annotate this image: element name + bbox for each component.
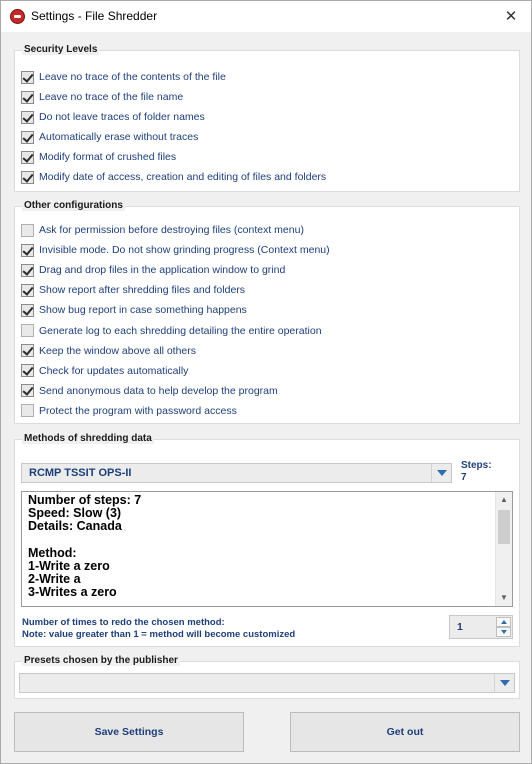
presets-group: [14, 655, 520, 699]
other-config-checkbox-7[interactable]: [21, 344, 34, 357]
scroll-down-icon[interactable]: ▼: [500, 593, 508, 602]
other-config-checkbox-10[interactable]: [21, 404, 34, 417]
method-details-line: [28, 534, 141, 547]
other-config-option-8[interactable]: [21, 363, 188, 379]
other-config-checkbox-9[interactable]: [21, 384, 34, 397]
other-config-option-7[interactable]: [21, 343, 196, 359]
security-option-label: Do not leave traces of folder names: [39, 111, 205, 123]
other-config-option-label: Send anonymous data to help develop the program: [39, 384, 278, 397]
steps-label: Steps:: [461, 460, 492, 471]
other-configurations-title: Other configurations: [24, 200, 123, 211]
security-option-4[interactable]: [21, 129, 198, 145]
security-levels-title: Security Levels: [24, 44, 98, 55]
other-config-checkbox-6[interactable]: [21, 324, 34, 337]
other-config-option-3[interactable]: [21, 262, 285, 278]
stepper-down-icon[interactable]: [496, 627, 511, 637]
presets-title: Presets chosen by the publisher: [24, 655, 178, 666]
other-config-checkbox-2[interactable]: [21, 244, 34, 257]
other-configurations-group: [14, 200, 520, 424]
scroll-up-icon[interactable]: ▲: [500, 495, 508, 504]
redo-note-line2: Note: value greater than 1 = method will become customized: [22, 629, 296, 640]
other-config-checkbox-1[interactable]: [21, 224, 34, 237]
methods-title: Methods of shredding data: [24, 433, 152, 444]
close-button[interactable]: ✕: [504, 8, 518, 25]
methods-group: [14, 433, 520, 647]
save-settings-button[interactable]: Save Settings: [14, 712, 244, 752]
method-details-line: Details: Canada: [28, 519, 122, 534]
other-config-option-label: Ask for permission before destroying files (context menu): [39, 224, 304, 236]
other-config-checkbox-4[interactable]: [21, 284, 34, 297]
security-option-label: Leave no trace of the contents of the file: [39, 71, 226, 83]
window-title: Settings - File Shredder: [31, 9, 158, 23]
other-config-option-label: Show bug report in case something happens: [39, 304, 247, 317]
chevron-down-icon[interactable]: [431, 464, 451, 482]
security-checkbox-5[interactable]: [21, 151, 34, 164]
other-config-option-label: Check for updates automatically: [39, 364, 189, 377]
other-config-option-10[interactable]: [21, 403, 237, 419]
security-option-5[interactable]: [21, 149, 176, 165]
security-checkbox-4[interactable]: [21, 131, 34, 144]
stepper-up-icon[interactable]: [496, 617, 511, 627]
scrollbar-thumb[interactable]: [498, 510, 510, 544]
redo-note: [22, 617, 295, 641]
method-select-value: RCMP TSSIT OPS-II: [29, 467, 132, 479]
security-checkbox-1[interactable]: [21, 71, 34, 84]
get-out-button[interactable]: Get out: [290, 712, 520, 752]
other-config-option-label: Drag and drop files in the application window to grind: [39, 264, 286, 277]
redo-count-stepper[interactable]: [449, 615, 513, 639]
redo-note-line1: Number of times to redo the chosen method:: [22, 617, 225, 628]
chevron-down-icon[interactable]: [494, 674, 514, 692]
method-details-line: Speed: Slow (3): [28, 506, 122, 521]
security-option-label: Automatically erase without traces: [39, 131, 199, 143]
security-option-3[interactable]: [21, 109, 205, 125]
other-config-option-6[interactable]: [21, 323, 322, 339]
security-checkbox-3[interactable]: [21, 111, 34, 124]
security-option-label: Modify format of crushed files: [39, 151, 177, 163]
title-bar: [1, 1, 531, 32]
other-config-checkbox-8[interactable]: [21, 364, 34, 377]
security-option-2[interactable]: [21, 89, 183, 105]
security-option-label: Modify date of access, creation and editing of files and folders: [39, 171, 327, 183]
security-checkbox-2[interactable]: [21, 91, 34, 104]
other-config-option-5[interactable]: [21, 302, 247, 318]
presets-select[interactable]: [19, 673, 515, 693]
method-details-line: Method:: [28, 545, 77, 560]
redo-count-value: 1: [457, 621, 463, 633]
steps-value: 7: [461, 472, 467, 483]
security-option-6[interactable]: [21, 169, 326, 185]
other-config-option-2[interactable]: [21, 242, 330, 258]
other-config-checkbox-5[interactable]: [21, 304, 34, 317]
details-scrollbar[interactable]: [495, 492, 512, 606]
method-details-line: Number of steps: 7: [28, 493, 142, 507]
other-config-option-label: Show report after shredding files and folders: [39, 284, 246, 297]
other-config-option-label: Generate log to each shredding detailing the entire operation: [39, 324, 322, 337]
method-details-line: 3-Writes a zero: [28, 585, 117, 600]
method-details-text: [28, 494, 141, 600]
other-config-option-1[interactable]: [21, 222, 304, 238]
shredder-app-icon: [10, 9, 25, 24]
steps-caption: [461, 460, 492, 484]
security-checkbox-6[interactable]: [21, 171, 34, 184]
other-config-option-label: Invisible mode. Do not show grinding progress (Context menu): [39, 244, 330, 257]
method-details-line: 2-Write a: [28, 572, 81, 587]
other-config-checkbox-3[interactable]: [21, 264, 34, 277]
other-config-option-4[interactable]: [21, 282, 245, 298]
security-levels-group: [14, 44, 520, 192]
method-details-textarea[interactable]: [21, 491, 513, 607]
security-option-1[interactable]: [21, 69, 226, 85]
method-details-line: 1-Write a zero: [28, 558, 110, 573]
method-select[interactable]: [21, 463, 452, 483]
other-config-option-label: Keep the window above all others: [39, 344, 197, 357]
security-option-label: Leave no trace of the file name: [39, 91, 184, 103]
other-config-option-label: Protect the program with password access: [39, 404, 237, 417]
other-config-option-9[interactable]: [21, 383, 278, 399]
